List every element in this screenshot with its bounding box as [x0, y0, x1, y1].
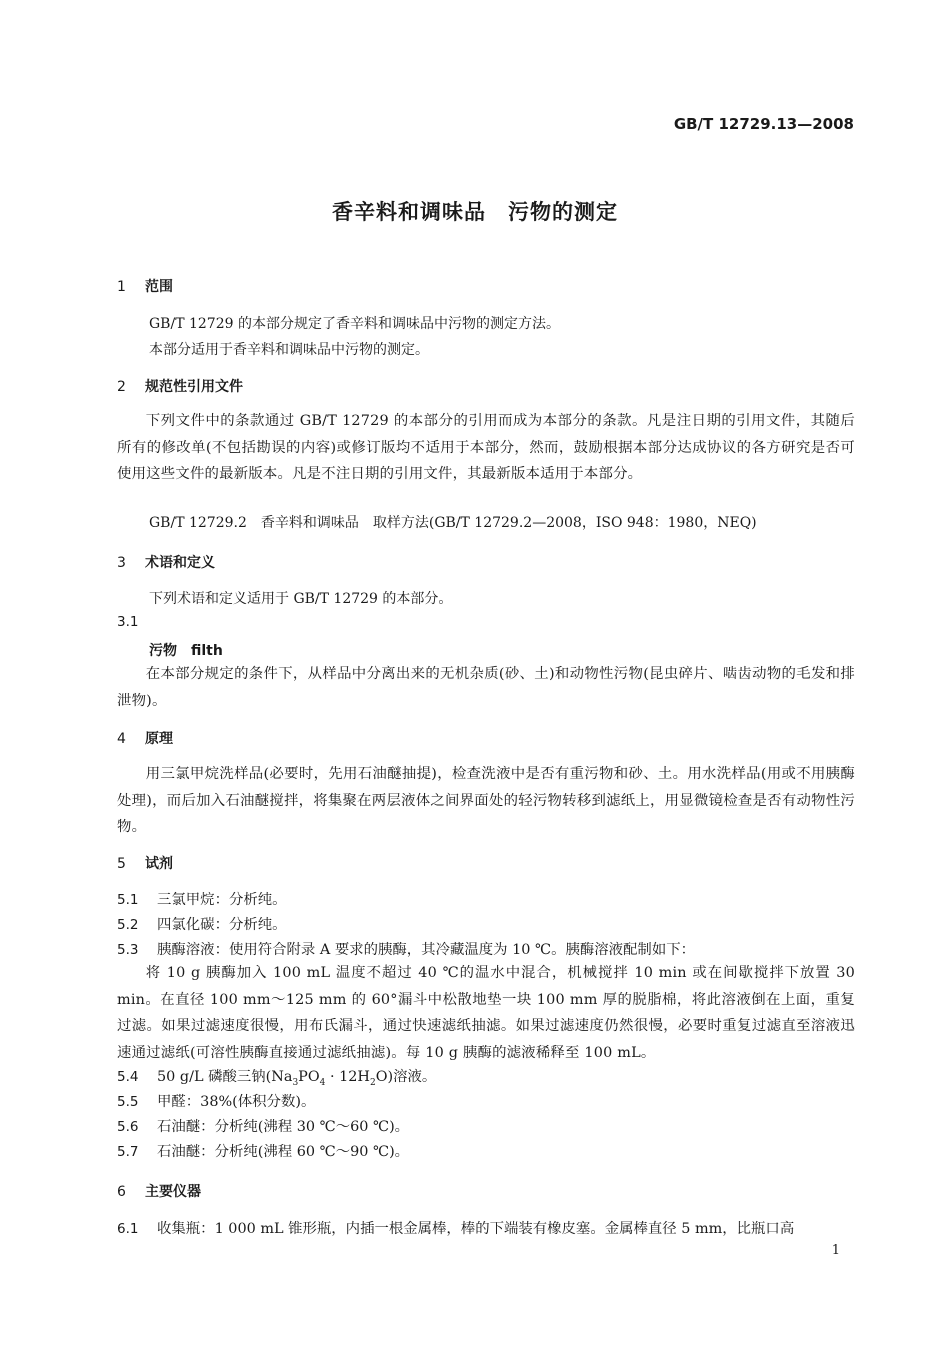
section-1-heading: 1 范围: [117, 279, 173, 295]
section-3-paragraph: 下列术语和定义适用于 GB/T 12729 的本部分。: [149, 591, 453, 607]
list-item: 5.6 石油醚：分析纯(沸程 30 ℃～60 ℃)。: [117, 1119, 410, 1135]
list-item: 5.1 三氯甲烷：分析纯。: [117, 892, 287, 908]
section-5-title: 试剂: [145, 856, 173, 872]
section-6-heading: 6 主要仪器: [117, 1184, 201, 1200]
list-item: 5.2 四氯化碳：分析纯。: [117, 917, 287, 933]
section-1-paragraph-1: GB/T 12729 的本部分规定了香辛料和调味品中污物的测定方法。: [149, 316, 560, 332]
section-2-paragraph: 下列文件中的条款通过 GB/T 12729 的本部分的引用而成为本部分的条款。凡是注日期的引用文件，其随后所有的修改单(不包括勘误的内容)或修订版均不适用于本部分，然而，鼓励根据本部分达成协议的各方研究是否可使用这些文件的最新版本。凡是不注日期的引用文件，其最新版本适用于本部分。: [117, 413, 855, 483]
section-2-title: 规范性引用文件: [145, 379, 243, 395]
term-filth: 污物 filth: [149, 643, 223, 659]
normative-reference: GB/T 12729.2 香辛料和调味品 取样方法(GB/T 12729.2—2008，ISO 948：1980，NEQ): [149, 515, 757, 531]
section-1-title: 范围: [145, 279, 173, 295]
page-title: 香辛料和调味品 污物的测定: [332, 200, 618, 224]
subclause-3-1-number: 3.1: [117, 614, 139, 630]
section-2-heading: 2 规范性引用文件: [117, 379, 243, 395]
section-1-paragraph-2: 本部分适用于香辛料和调味品中污物的测定。: [149, 342, 429, 358]
page-number: 1: [831, 1243, 840, 1258]
section-3-heading: 3 术语和定义: [117, 555, 215, 571]
list-item: 5.4 50 g/L 磷酸三钠$(Na_3PO_4 \cdot 12H_2O)$溶液。: [117, 1069, 437, 1088]
section-4-title: 原理: [145, 731, 173, 747]
list-item: 6.1 收集瓶：1 000 mL 锥形瓶，内插一根金属棒，棒的下端装有橡皮塞。金属棒直径 5 mm，比瓶口高: [117, 1221, 795, 1237]
section-6-title: 主要仪器: [145, 1184, 201, 1200]
pancreatin-preparation-paragraph: 将 10 g 胰酶加入 100 mL 温度不超过 40 ℃的温水中混合，机械搅拌 10 min 或在间歇搅拌下放置 30 min。在直径 100 mm～125 mm 的 60°漏斗中松散地垫一块 100 mm 厚的脱脂棉，将此溶液倒在上面，重复过滤。如果过滤速度很慢，用布氏漏斗，通过快速滤纸抽滤。如果过滤速度仍然很慢，必要时重复过滤直至溶液迅速通过滤纸(可溶性胰酶直接通过滤纸抽滤)。每 10 g 胰酶的滤液稀释至 100 mL。: [117, 965, 855, 1061]
list-item: 5.5 甲醛：38%(体积分数)。: [117, 1094, 316, 1110]
standard-number: GB/T 12729.13—2008: [673, 115, 854, 133]
list-item: 5.7 石油醚：分析纯(沸程 60 ℃～90 ℃)。: [117, 1144, 410, 1160]
section-5-heading: 5 试剂: [117, 856, 173, 872]
term-definition: 在本部分规定的条件下，从样品中分离出来的无机杂质(砂、土)和动物性污物(昆虫碎片、啮齿动物的毛发和排泄物)。: [117, 666, 855, 709]
section-4-heading: 4 原理: [117, 731, 173, 747]
section-3-title: 术语和定义: [145, 555, 215, 571]
section-4-paragraph: 用三氯甲烷洗样品(必要时，先用石油醚抽提)，检查洗液中是否有重污物和砂、土。用水洗样品(用或不用胰酶处理)，而后加入石油醚搅拌，将集聚在两层液体之间界面处的轻污物转移到滤纸上，用显微镜检查是否有动物性污物。: [117, 766, 855, 836]
list-item: 5.3 胰酶溶液：使用符合附录 A 要求的胰酶，其冷藏温度为 10 ℃。胰酶溶液配制如下：: [117, 942, 695, 958]
